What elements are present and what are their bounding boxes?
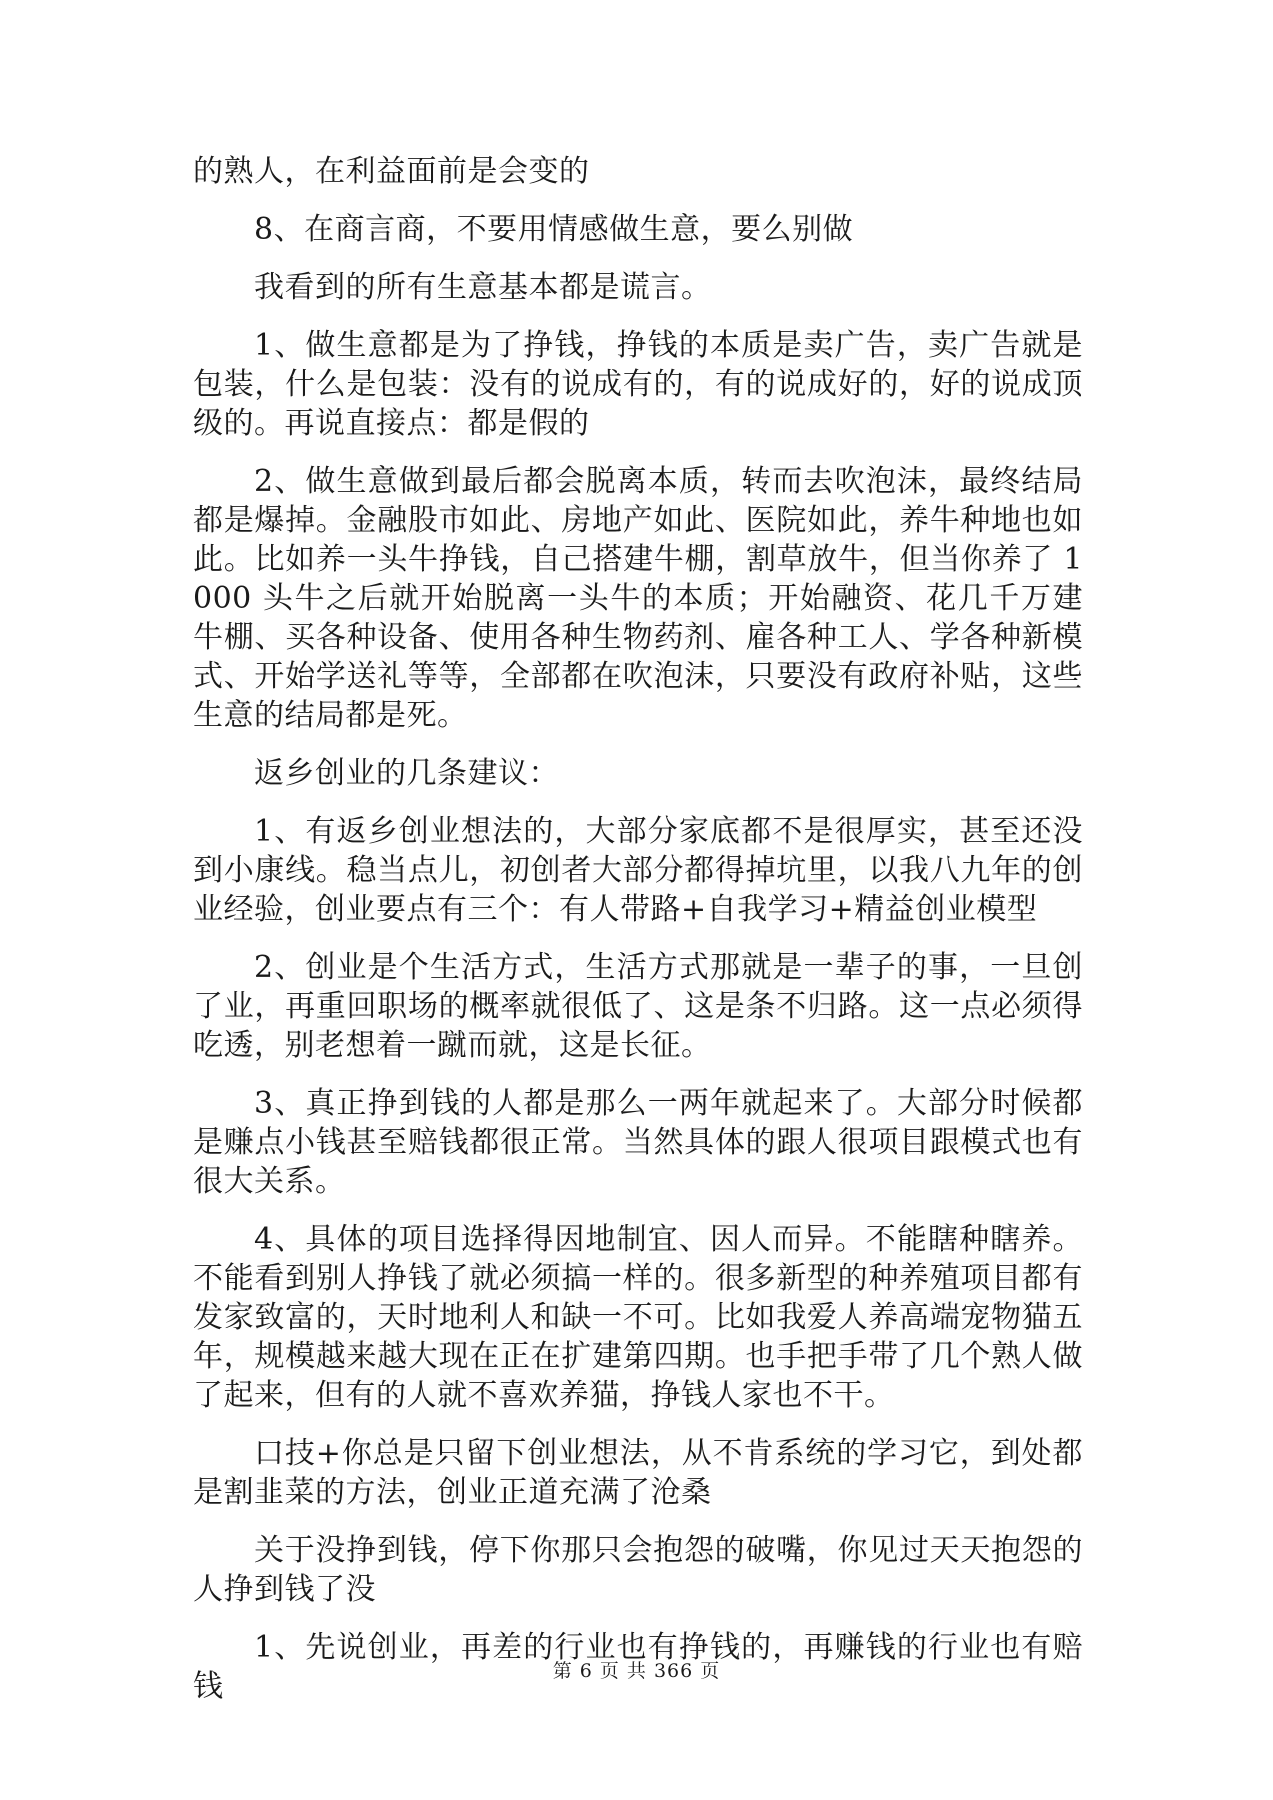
paragraph: 1、做生意都是为了挣钱，挣钱的本质是卖广告，卖广告就是包装，什么是包装：没有的说成有的，有的说成好的，好的说成顶级的。再说直接点：都是假的: [193, 328, 1083, 441]
paragraph: 8、在商言商，不要用情感做生意，要么别做: [254, 212, 854, 247]
paragraph: 的熟人，在利益面前是会变的: [193, 154, 590, 189]
paragraph: 1、有返乡创业想法的，大部分家底都不是很厚实，甚至还没到小康线。稳当点儿，初创者大部分都得掉坑里，以我八九年的创业经验，创业要点有三个：有人带路+自我学习+精益创业模型: [193, 814, 1083, 927]
paragraph: 2、创业是个生活方式，生活方式那就是一辈子的事，一旦创了业，再重回职场的概率就很低了、这是条不归路。这一点必须得吃透，别老想着一蹴而就，这是长征。: [193, 950, 1083, 1063]
page-number-footer: 第 6 页 共 366 页: [552, 1660, 721, 1682]
paragraph: 1、先说创业，再差的行业也有挣钱的，再赚钱的行业也有赔钱: [193, 1630, 1083, 1704]
paragraph: 3、真正挣到钱的人都是那么一两年就起来了。大部分时候都是赚点小钱甚至赔钱都很正常。当然具体的跟人很项目跟模式也有很大关系。: [193, 1086, 1083, 1199]
paragraph: 口技+你总是只留下创业想法，从不肯系统的学习它，到处都是割韭菜的方法，创业正道充满了沧桑: [193, 1436, 1083, 1510]
paragraph: 我看到的所有生意基本都是谎言。: [254, 270, 712, 305]
paragraph: 2、做生意做到最后都会脱离本质，转而去吹泡沫，最终结局都是爆掉。金融股市如此、房地产如此、医院如此，养牛种地也如此。比如养一头牛挣钱，自己搭建牛棚，割草放牛，但当你养了 1000 头牛之后就开始脱离一头牛的本质；开始融资、花几千万建牛棚、买各种设备、使用各种生物药剂、雇各种工人、学各种新模式、开始学送礼等等，全部都在吹泡沫，只要没有政府补贴，这些生意的结局都是死。: [193, 464, 1083, 733]
paragraph: 返乡创业的几条建议：: [254, 756, 559, 791]
paragraph: 关于没挣到钱，停下你那只会抱怨的破嘴，你见过天天抱怨的人挣到钱了没: [193, 1533, 1083, 1607]
paragraph: 4、具体的项目选择得因地制宜、因人而异。不能瞎种瞎养。不能看到别人挣钱了就必须搞一样的。很多新型的种养殖项目都有发家致富的，天时地利人和缺一不可。比如我爱人养高端宠物猫五年，规模越来越大现在正在扩建第四期。也手把手带了几个熟人做了起来，但有的人就不喜欢养猫，挣钱人家也不干。: [193, 1222, 1083, 1413]
body-text: [193, 152, 1083, 1725]
